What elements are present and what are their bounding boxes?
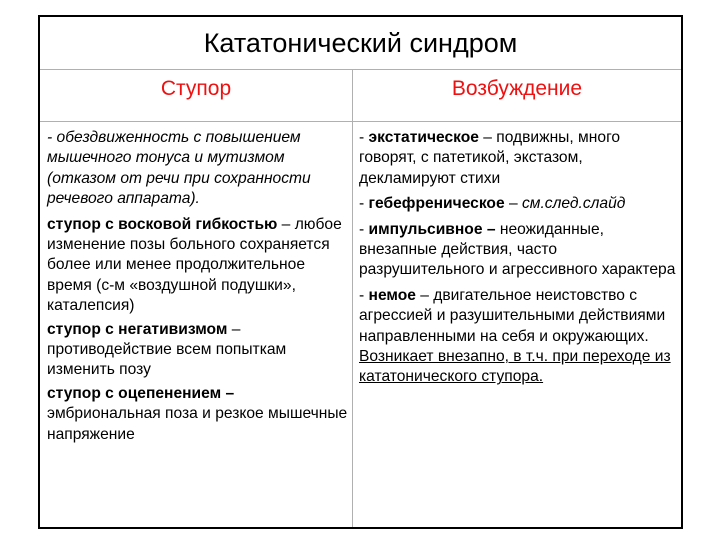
- stupor-item-waxy-flexibility: [47, 215, 348, 317]
- excitement-item-ecstatic: [359, 128, 677, 189]
- stupor-description: любое изменение позы больного сохраняется более или менее продолжительное время (с-м «воздушной подушки», каталепсия): [47, 215, 342, 315]
- item-prefix: -: [359, 195, 369, 213]
- excitement-term: гебефреническое: [368, 195, 505, 213]
- stupor-term: ступор с восковой гибкостью: [47, 215, 278, 233]
- stupor-description: эмбриональная поза и резкое мышечные напряжение: [47, 405, 348, 443]
- item-prefix: -: [359, 220, 369, 238]
- excitement-column: [353, 122, 681, 527]
- excitement-term: немое: [368, 286, 416, 304]
- item-prefix: -: [359, 129, 369, 146]
- excitement-description: неожиданные, внезапные действия, часто разрушительного и агрессивного характера: [359, 220, 676, 279]
- excitement-item-mute: [359, 286, 677, 388]
- stupor-intro: - обездвиженность с повышением мышечного тонуса и мутизмом (отказом от речи при сохранности речевого аппарата).: [47, 129, 311, 208]
- excitement-description: – подвижны, много говорят, с патетикой, экстазом, декламируют стихи: [359, 129, 621, 187]
- stupor-description: противодействие всем попыткам изменить позу: [47, 341, 287, 379]
- excitement-description: – двигательное неистовство с агрессией и разушительными действиями направленными на себя и окружающих.: [359, 286, 666, 345]
- header-row: [40, 70, 681, 122]
- stupor-item-torpor: [47, 384, 348, 445]
- page-title: Кататонический синдром: [203, 28, 518, 58]
- onset-note: Возникает внезапно, в т.ч. при переходе из кататонического ступора.: [359, 348, 671, 386]
- excitement-term: экстатическое: [368, 129, 479, 146]
- next-slide-note: см.след.слайд: [521, 195, 626, 213]
- excitement-dash: –: [504, 195, 522, 213]
- column-header-stupor: Ступор: [40, 70, 353, 121]
- excitement-term: импульсивное –: [368, 220, 496, 238]
- title-row: [40, 17, 681, 70]
- stupor-column: [40, 122, 353, 527]
- item-prefix: -: [359, 286, 369, 304]
- stupor-term: ступор с негативизмом: [47, 320, 228, 338]
- stupor-term: ступор с оцепенением –: [47, 384, 235, 402]
- stupor-dash: –: [227, 320, 241, 338]
- stupor-item-negativism: [47, 320, 348, 381]
- excitement-item-impulsive: [359, 220, 677, 281]
- column-header-excitement: Возбуждение: [451, 77, 583, 100]
- syndrome-table: [38, 15, 683, 529]
- stupor-dash: –: [277, 215, 291, 233]
- excitement-item-hebephrenic: [359, 194, 677, 214]
